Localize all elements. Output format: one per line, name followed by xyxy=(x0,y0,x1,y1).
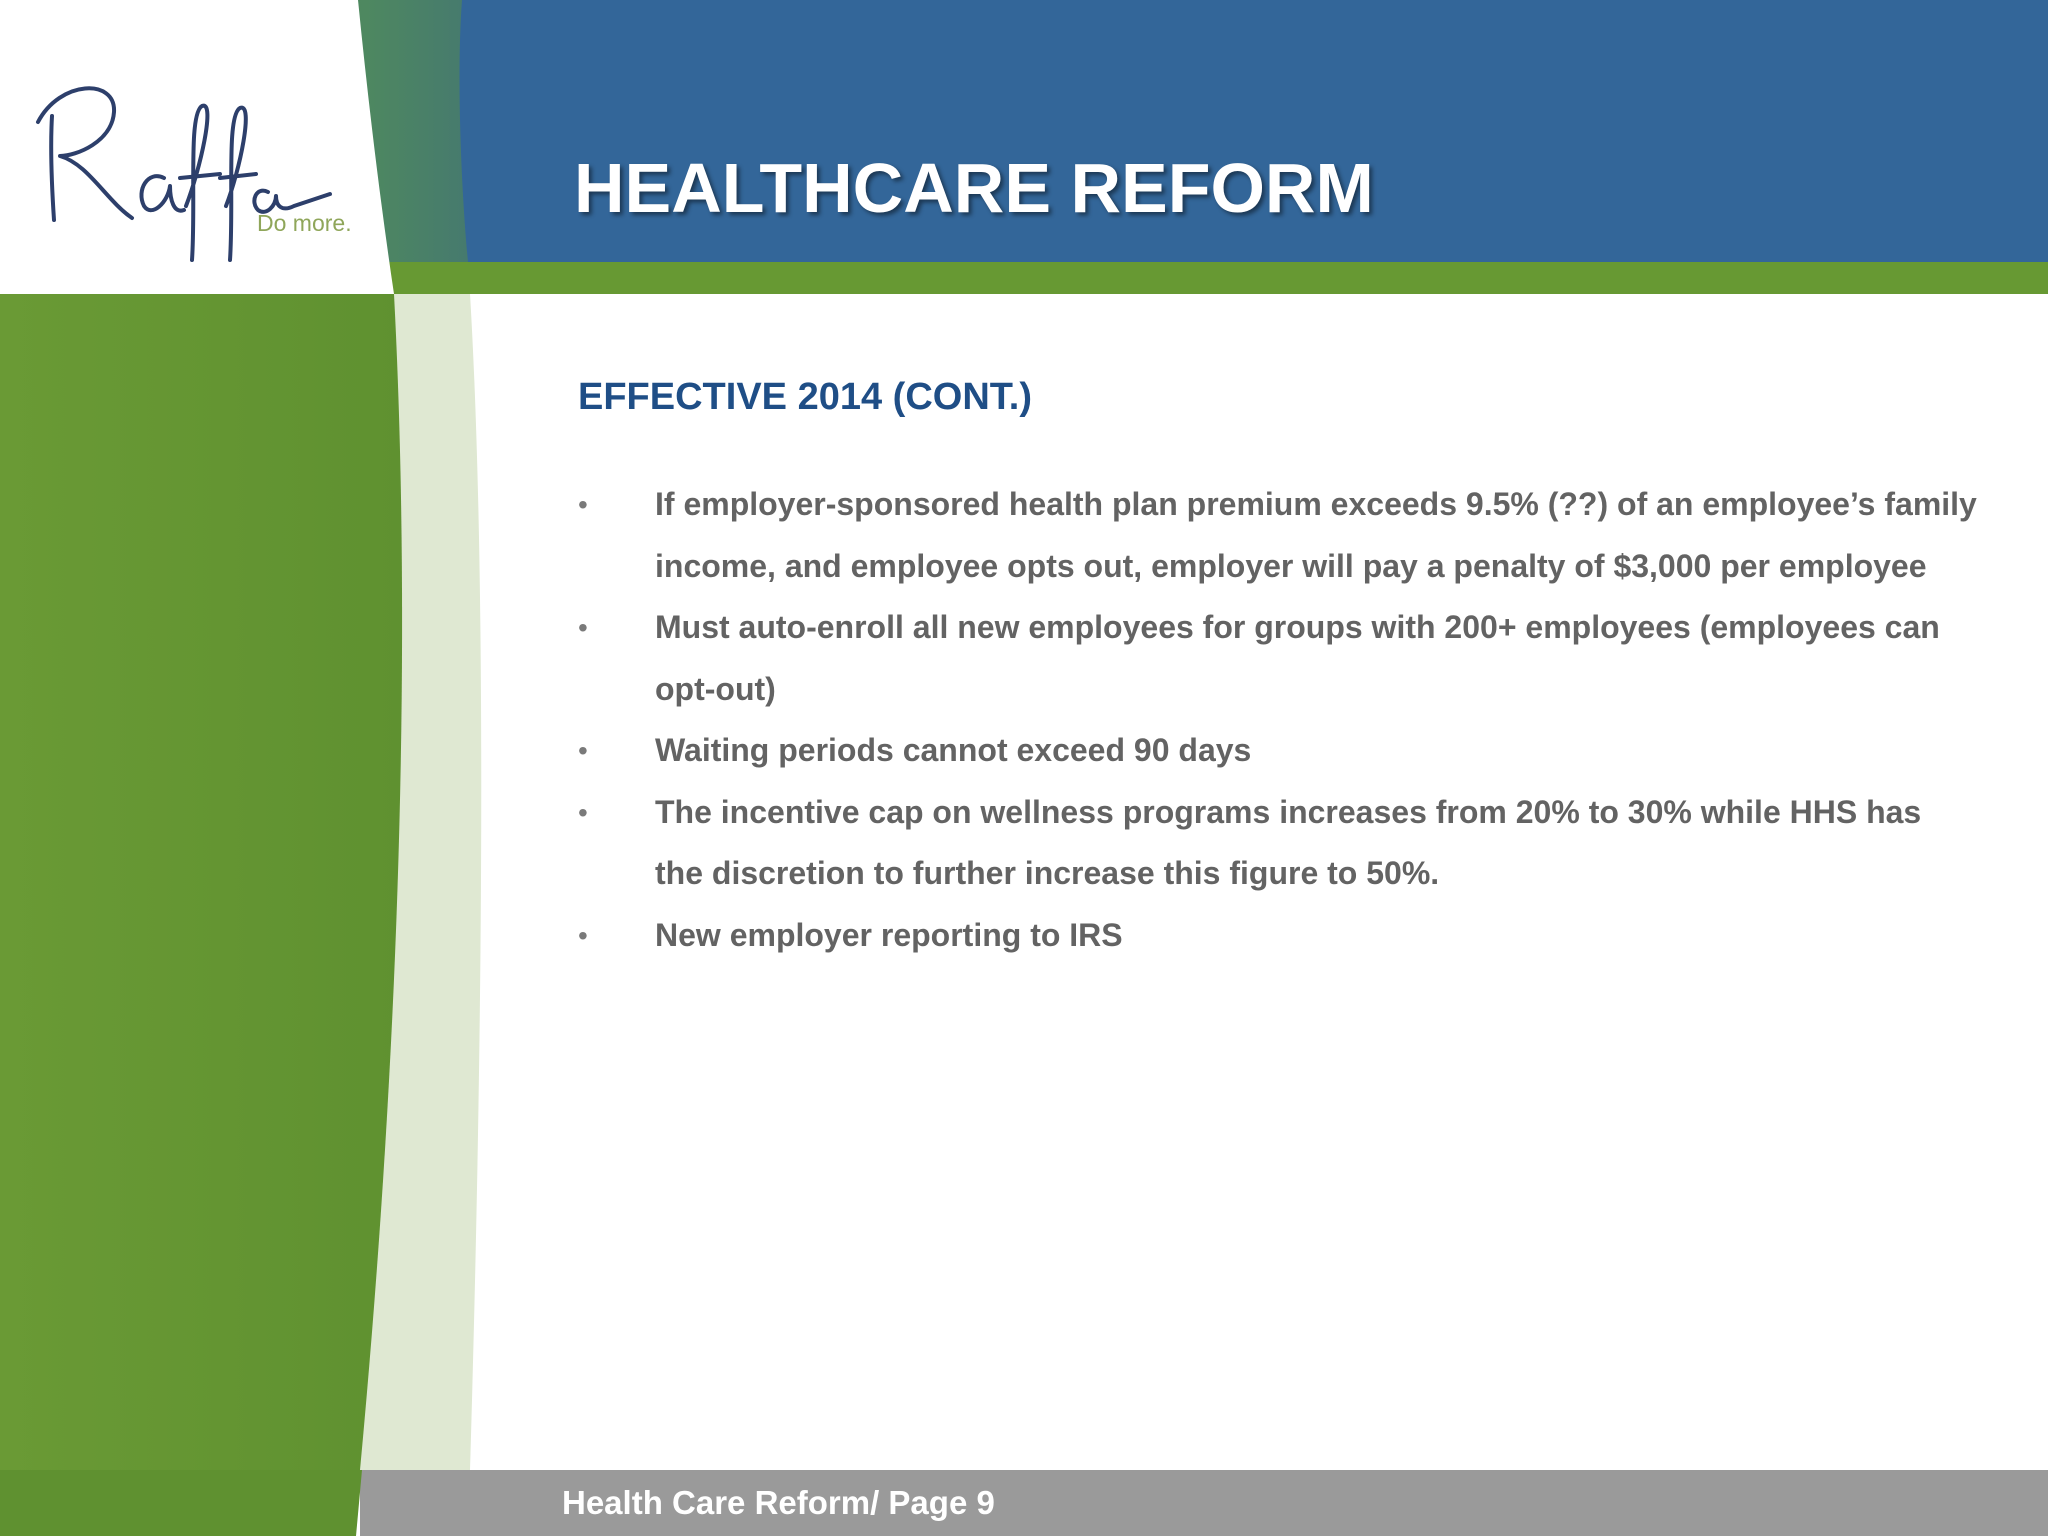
bullet-item xyxy=(578,474,1978,597)
bullet-icon: • xyxy=(578,796,588,828)
bullet-item xyxy=(578,905,1978,967)
footer-left-green xyxy=(0,1470,362,1536)
bullet-text: Waiting periods cannot exceed 90 days xyxy=(655,732,1252,768)
bullet-item xyxy=(578,597,1978,720)
bullet-item xyxy=(578,720,1978,782)
bullet-text: Must auto-enroll all new employees for groups with 200+ employees (employees can opt-out) xyxy=(655,609,1940,707)
page-title: HEALTHCARE REFORM xyxy=(574,149,1374,227)
bullet-icon: • xyxy=(578,489,588,520)
bullet-text: The incentive cap on wellness programs increases from 20% to 30% while HHS has the discretion to further increase this figure to 50%. xyxy=(655,793,1922,891)
bullet-icon: • xyxy=(578,919,588,951)
logo-tagline: Do more. xyxy=(257,210,352,236)
bullet-icon: • xyxy=(578,735,588,766)
section-subtitle: EFFECTIVE 2014 (CONT.) xyxy=(578,376,1032,418)
bullet-text: New employer reporting to IRS xyxy=(655,916,1123,953)
left-green-panel xyxy=(0,294,402,1470)
header-green-stripe xyxy=(370,262,2048,294)
raffa-logo xyxy=(30,60,370,280)
footer-page-label: Health Care Reform/ Page 9 xyxy=(562,1484,995,1521)
bullet-list xyxy=(578,474,1978,966)
bullet-item xyxy=(578,782,1978,905)
bullet-text: If employer-sponsored health plan premium exceeds 9.5% (??) of an employee’s family income, and employee opts out, employer will pay a penalty of $3,000 per employee xyxy=(655,486,1977,584)
bullet-icon: • xyxy=(578,612,588,643)
